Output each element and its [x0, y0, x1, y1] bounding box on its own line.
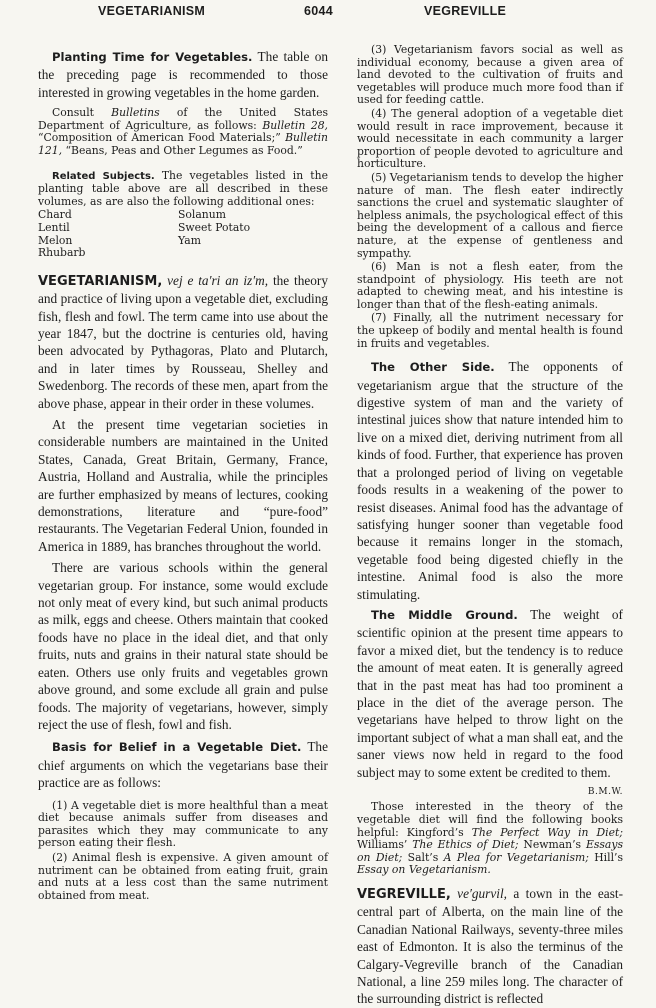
left-column — [38, 48, 328, 902]
other-side-paragraph — [357, 358, 623, 603]
book-title: Essay on Vegetarianism. — [357, 863, 491, 877]
list-item: Solanum — [178, 208, 226, 222]
argument-5: (5) Vegetarianism tends to develop the higher nature of man. The flesh eater indirectly sanctions the cruel and systematic slaughter of helpless animals, the psychological effect of this being the development of a callous and fierce nature, at the expense of gentleness and sympathy. — [357, 170, 623, 260]
bulletins-text-2: of the United States Department of Agriculture, as follows: — [38, 106, 329, 132]
bulletins-italic-2: Bulletin 28, — [262, 118, 328, 132]
bulletins-text-1: Consult — [52, 106, 95, 120]
entry-title: VEGETARIANISM, — [38, 273, 163, 289]
middle-ground-heading: The Middle Ground. — [371, 607, 518, 622]
header-right-title: VEGREVILLE — [424, 4, 507, 18]
planting-paragraph — [38, 48, 328, 101]
bulletins-italic-3: Bulletin 121, — [38, 131, 329, 157]
right-column — [357, 44, 623, 1008]
list-item: Rhubarb — [38, 246, 86, 260]
bulletins-paragraph — [38, 107, 328, 157]
vegreville-text: a town in the east-central part of Alberta, on the main line of the Canadian National Railways, seventy-three miles east of Edmonton. It is also the terminus of the Calgary-Vegreville branch of the Canadian National, a line 259 miles long. The character of the surrounding district is reflected — [357, 885, 624, 1007]
header-left-title: VEGETARIANISM — [98, 4, 206, 18]
middle-ground-paragraph — [357, 606, 623, 797]
related-list-col-1 — [38, 209, 178, 259]
middle-ground-text: The weight of scientific opinion at the present time appears to favor a mixed diet, but the tendency is to reduce the amount of meat eaten. It is generally agreed that in the past meat has had too prominent a place in the diet of the average person. The vegetarians have helped to throw light on the important subject of what a man shall eat, and the saner views now held in regard to the food subject may to some extent be credited to them. — [357, 606, 623, 780]
vegreville-pronunciation: ve′gurvil, — [457, 885, 507, 901]
related-paragraph — [38, 170, 328, 209]
bulletins-italic-1: Bulletins — [111, 106, 160, 120]
book-title: The Ethics of Diet; — [412, 838, 519, 852]
book-title: Essays on Diet; — [357, 838, 623, 864]
book-author: Williams’ — [357, 838, 408, 852]
argument-6: (6) Man is not a flesh eater, from the standpoint of physiology. His teeth are not adapted to chewing meat, and his intestine is longer than that of the flesh-eating animals. — [357, 260, 623, 311]
argument-2: (2) Animal flesh is expensive. A given amount of nutriment can be obtained from eating fruit, grain and nuts at a less cost than the same nutriment obtained from meat. — [38, 850, 328, 902]
argument-7: (7) Finally, all the nutriment necessary for the upkeep of bodily and mental health is found in fruits and vegetables. — [357, 311, 623, 350]
bulletins-text-4: “Beans, Peas and Other Legumes as Food.” — [65, 144, 303, 157]
basis-paragraph — [38, 738, 328, 791]
argument-4: (4) The general adoption of a vegetable diet would result in race improvement, because it would necessitate in each community a larger proportion of people devoted to agriculture and horticulture. — [357, 106, 623, 171]
planting-text: The table on the preceding page is recommended to those interested in growing vegetables in the home garden. — [38, 49, 329, 100]
book-title: The Perfect Way in Diet; — [471, 825, 624, 839]
book-author: Salt’s — [407, 850, 439, 864]
related-list-col-2 — [178, 209, 318, 259]
vegreville-paragraph — [357, 885, 623, 1008]
other-side-text: The opponents of vegetarianism argue that the structure of the digestive system of man and the variety of intestinal juices show that nature intended him to live on a mixed diet, deriving nutriment from all kinds of food. Further, that experience has proven that a prolonged period of living on vegetable foods results in a weakening of the power to resist diseases. Animal food has the advantage of satisfying hunger sooner than vegetable food because it remains longer in the stomach, vegetable food being digested chiefly in the intestine. Animal food is also the more stimulating. — [357, 359, 623, 602]
societies-paragraph: At the present time vegetarian societies in considerable numbers are maintained in the United States, Canada, Great Britain, Germany, France, Austria, Holland and Australia, while the principles are further emphasized by means of lectures, cooking demonstrations, literature and “pure-food” restaurants. The Vegetarian Federal Union, founded in America in 1889, has branches throughout the world. — [38, 417, 328, 554]
basis-heading: Basis for Belief in a Vegetable Diet. — [52, 740, 302, 755]
list-item: Melon — [38, 233, 73, 247]
running-header — [0, 4, 656, 26]
entry-definition: the theory and practice of living upon a vegetable diet, excluding fish, flesh and fowl. The term came into use about the year 1847, but the doctrine is centuries old, having been advocated by Pythagoras, Plato and Plutarch, and in later times by Rousseau, Shelley and Swedenborg. The records of these men, apart from the above phase, appear in their order in these volumes. — [38, 272, 329, 411]
schools-paragraph: There are various schools within the general vegetarian group. For instance, some would exclude not only meat of every kind, but such animal products as milk, eggs and cheese. Others maintain that cooked foods have no place in the ideal diet, and that only fruits, nuts and grains in their natural state should be eaten. Others use only fruits and vegetables grown above ground, and some exclude all grain and pulse foods. The majority of vegetarians, however, simply reject the use of flesh, fowl and fish. — [38, 560, 328, 732]
book-author: Newman’s — [523, 838, 582, 852]
book-title: A Plea for Vegetarianism; — [443, 850, 589, 864]
entry-paragraph — [38, 272, 328, 412]
books-intro: Those interested in the theory of the vegetable diet will find the following books helpful: Kingford’s — [357, 800, 623, 839]
argument-3: (3) Vegetarianism favors social as well as individual economy, because a given area of land devoted to the cultivation of fruits and vegetables will produce much more food than if used for feeding cattle. — [357, 43, 623, 107]
list-item: Sweet Potato — [178, 220, 251, 234]
page-number: 6044 — [304, 4, 334, 18]
related-list — [38, 209, 328, 259]
vegreville-title: VEGREVILLE, — [357, 886, 451, 902]
basis-text: The chief arguments on which the vegetarians base their practice are as follows: — [38, 739, 328, 791]
bulletins-text-3: “Composition of American Food Materials;” — [38, 131, 281, 145]
list-item: Yam — [178, 233, 201, 247]
entry-pronunciation: vej e ta′ri an iz′m, — [167, 272, 269, 288]
planting-heading: Planting Time for Vegetables. — [52, 50, 253, 64]
list-item: Lentil — [38, 220, 70, 234]
list-item: Chard — [38, 208, 72, 222]
related-text: The vegetables listed in the planting table above are all described in these volumes, as are also the following additional ones: — [38, 168, 328, 208]
argument-1: (1) A vegetable diet is more healthful than a meat diet because animals suffer from diseases and parasites which they may communicate to any person eating their flesh. — [38, 798, 328, 850]
author-signature: B.M.W. — [587, 787, 623, 797]
books-paragraph — [357, 801, 623, 877]
related-heading: Related Subjects. — [52, 170, 155, 182]
other-side-heading: The Other Side. — [371, 360, 495, 375]
book-author: Hill’s — [594, 850, 624, 864]
